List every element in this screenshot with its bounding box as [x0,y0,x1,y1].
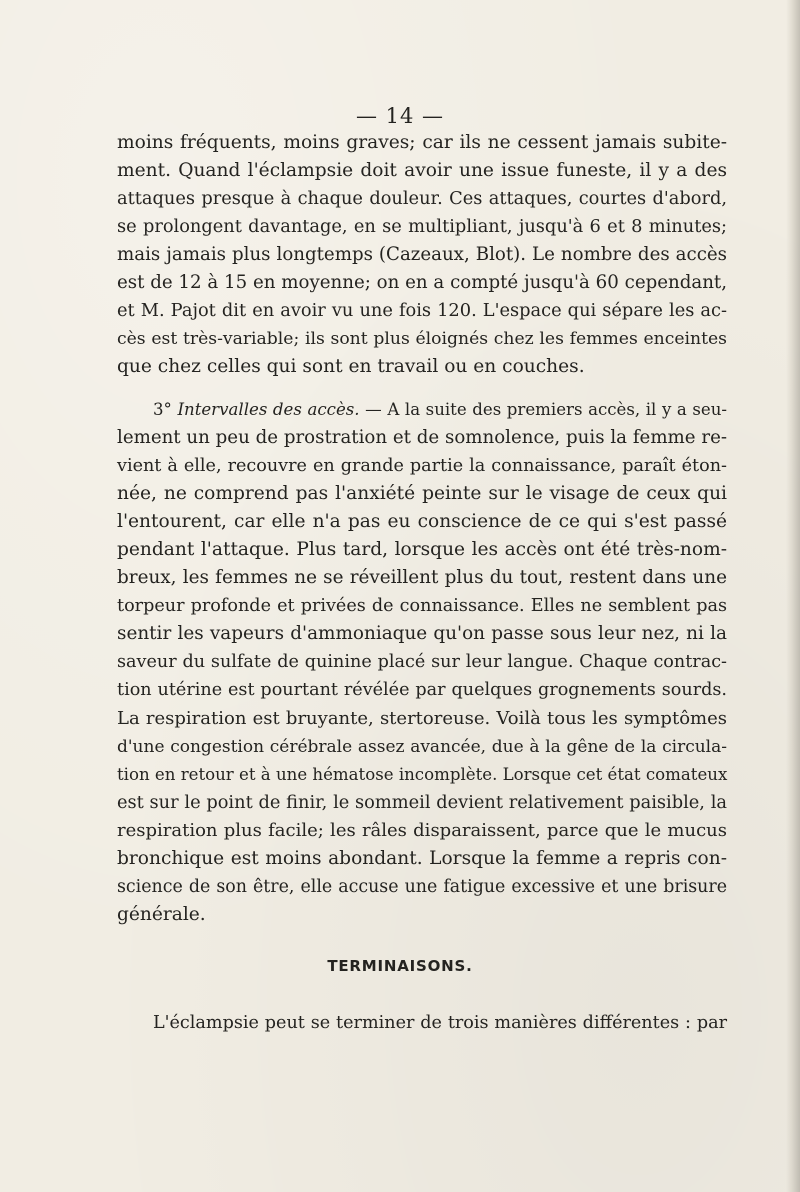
paragraph-accès-frequency [117,129,727,381]
text-line: tion en retour et à une hématose incomplète. Lorsque cet état comateux [117,764,728,784]
text-line: moins fréquents, moins graves; car ils ne cessent jamais subite- [117,132,727,153]
text-line: science de son être, elle accuse une fatigue excessive et une brisure [117,876,727,897]
text-line: que chez celles qui sont en travail ou en couches. [117,356,585,378]
paragraph-intervalles [117,396,727,929]
text-line: l'entourent, car elle n'a pas eu conscience de ce qui s'est passé [117,511,727,533]
text-line: se prolongent davantage, en se multipliant, jusqu'à 6 et 8 minutes; [117,216,727,238]
text-line: vient à elle, recouvre en grande partie la connaissance, paraît éton- [117,456,727,477]
text-line: née, ne comprend pas l'anxiété peinte sur le visage de ceux qui [117,483,727,505]
text-line: La respiration est bruyante, stertoreuse. Voilà tous les symptômes [117,707,727,729]
text-line: lement un peu de prostration et de somnolence, puis la femme re- [117,427,727,449]
text-line: torpeur profonde et privées de connaissance. Elles ne semblent pas [117,596,727,617]
paragraph-terminaisons [117,1009,727,1037]
text-line: ment. Quand l'éclampsie doit avoir une issue funeste, il y a des [117,160,727,182]
first-line-text: — A la suite des premiers accès, il y a seu- [359,400,728,419]
text-line: respiration plus facile; les râles disparaissent, parce que le mucus [117,819,727,841]
text-line: générale. [117,903,206,925]
text-line-first [117,396,727,424]
text-line: pendant l'attaque. Plus tard, lorsque les accès ont été très-nom- [117,539,727,561]
text-line: est de 12 à 15 en moyenne; on en a compté jusqu'à 60 cependant, [117,272,727,294]
text-line: d'une congestion cérébrale assez avancée, due à la gêne de la circula- [117,736,727,757]
text-line: saveur du sulfate de quinine placé sur leur langue. Chaque contrac- [117,652,727,673]
text-line: et M. Pajot dit en avoir vu une fois 120. L'espace qui sépare les ac- [117,300,727,322]
text-line: L'éclampsie peut se terminer de trois manières différentes : par [153,1013,727,1033]
text-line: mais jamais plus longtemps (Cazeaux, Blot). Le nombre des accès [117,244,727,266]
text-line: sentir les vapeurs d'ammoniaque qu'on passe sous leur nez, ni la [117,623,727,645]
text-line: bronchique est moins abondant. Lorsque la femme a repris con- [117,847,727,869]
page-number: — 14 — [355,104,445,128]
section-number: 3° [153,400,172,419]
text-line: cès est très-variable; ils sont plus éloignés chez les femmes enceintes [117,329,727,350]
section-heading: TERMINAISONS. [327,957,473,975]
subsection-title: Intervalles des accès. [177,400,360,419]
text-line: est sur le point de finir, le sommeil devient relativement paisible, la [117,791,727,813]
text-line: tion utérine est pourtant révélée par quelques grognements sourds. [117,680,727,701]
text-line: breux, les femmes ne se réveillent plus du tout, restent dans une [117,567,727,589]
page-edge-shadow [786,0,800,1192]
text-line: attaques presque à chaque douleur. Ces attaques, courtes d'abord, [117,188,727,210]
